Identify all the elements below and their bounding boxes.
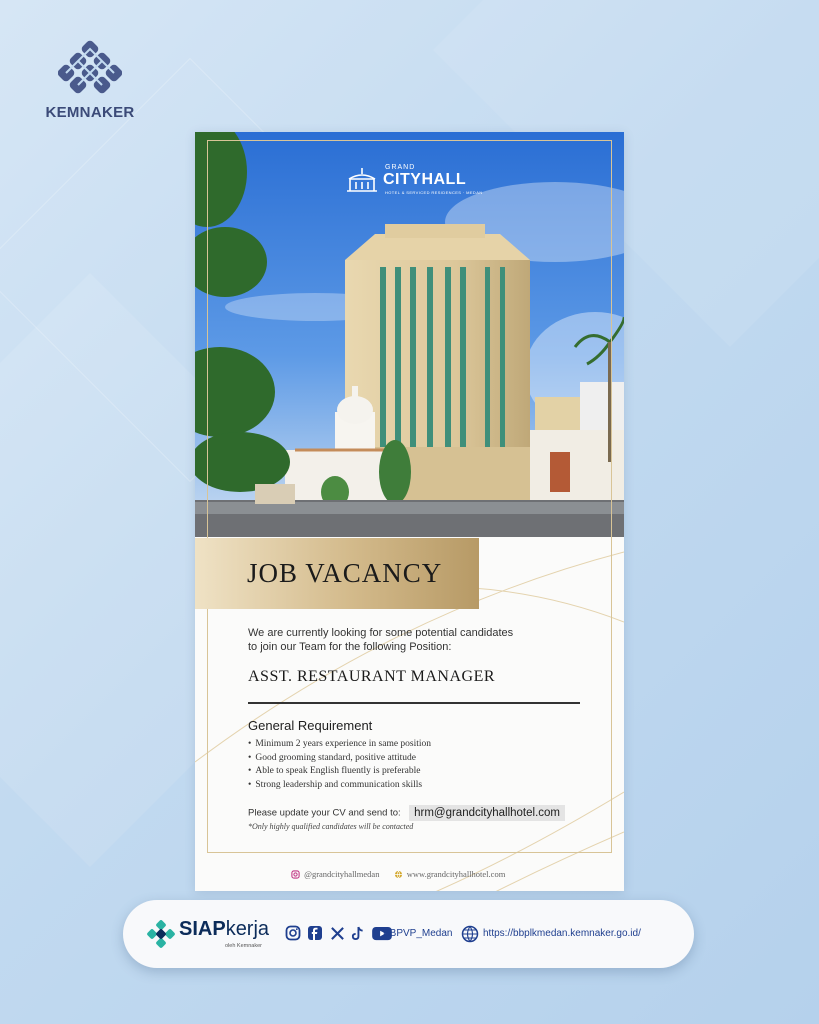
instagram-icon	[291, 870, 300, 879]
footer-bar	[123, 900, 694, 968]
website-url[interactable]: https://bbplkmedan.kemnaker.go.id/	[483, 928, 641, 939]
tiktok-icon[interactable]	[351, 926, 364, 946]
globe-icon	[461, 925, 479, 943]
hotel-name: CITYHALL	[383, 171, 467, 188]
instagram-handle: @grandcityhallmedan	[304, 868, 380, 879]
kemnaker-label: KEMNAKER	[45, 104, 135, 121]
job-vacancy-banner	[195, 538, 479, 609]
website-url: www.grandcityhallhotel.com	[406, 868, 506, 879]
intro-line: We are currently looking for some potential candidates	[248, 627, 514, 639]
website-link[interactable]	[394, 869, 506, 880]
cv-instruction	[248, 804, 565, 824]
hotel-logo	[345, 162, 485, 202]
siapkerja-wordmark	[179, 918, 269, 941]
siapkerja-logo	[147, 916, 282, 952]
cv-label: Please update your CV and send to:	[248, 807, 401, 819]
intro-text	[248, 626, 548, 654]
globe-icon	[394, 870, 403, 879]
siapkerja-byline: oleh Kemnaker	[225, 943, 262, 949]
social-icons	[285, 925, 395, 943]
siapkerja-mark-icon	[147, 920, 175, 948]
hotel-tagline: HOTEL & SERVICED RESIDENCES · MEDAN	[385, 190, 483, 195]
siap-label: SIAP	[179, 918, 226, 940]
x-icon[interactable]	[330, 926, 345, 946]
hotel-socials	[291, 868, 551, 879]
kemnaker-emblem-icon	[58, 40, 122, 96]
hotel-grand-label: GRAND	[385, 164, 416, 171]
instagram-link[interactable]	[291, 869, 379, 880]
instagram-icon[interactable]	[285, 925, 301, 946]
contact-note: *Only highly qualified candidates will be contacted	[248, 822, 414, 831]
kemnaker-logo	[42, 40, 138, 121]
social-handle[interactable]: BBPVP_Medan	[383, 928, 453, 939]
requirement-item: • Minimum 2 years experience in same position	[248, 738, 431, 752]
requirement-item: • Strong leadership and communication skills	[248, 779, 431, 793]
hotel-building-icon	[345, 166, 379, 192]
intro-line: to join our Team for the following Position:	[248, 641, 452, 653]
kerja-label: kerja	[225, 918, 270, 940]
position-title: ASST. RESTAURANT MANAGER	[248, 668, 496, 685]
requirement-item: • Able to speak English fluently is preferable	[248, 765, 431, 779]
facebook-icon[interactable]	[307, 925, 323, 946]
job-vacancy-title: JOB VACANCY	[247, 558, 443, 588]
email-link[interactable]: hrm@grandcityhallhotel.com	[409, 805, 565, 821]
job-poster	[195, 132, 624, 891]
hotel-photo	[195, 132, 624, 537]
divider	[248, 702, 580, 704]
requirement-item: • Good grooming standard, positive attitude	[248, 752, 431, 766]
requirements-list	[248, 738, 431, 792]
requirements-title: General Requirement	[248, 718, 373, 733]
